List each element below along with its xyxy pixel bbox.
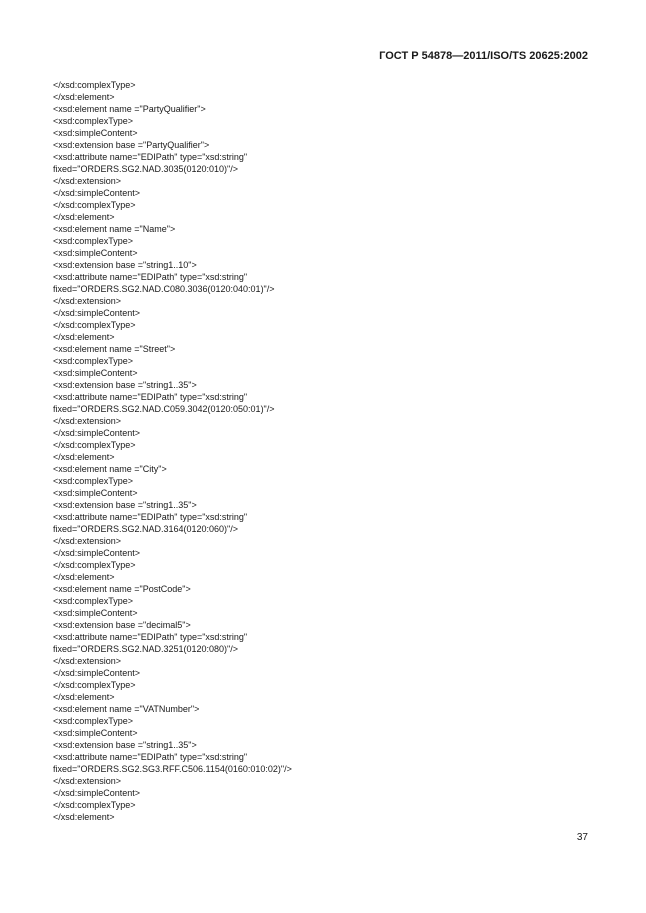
code-line: </xsd:element> bbox=[53, 332, 115, 342]
code-line: <xsd:simpleContent> bbox=[53, 128, 138, 138]
code-line: <xsd:complexType> bbox=[53, 596, 134, 606]
code-line: <xsd:attribute name="EDIPath" type="xsd:string" bbox=[53, 752, 248, 762]
code-line: <xsd:element name ="City"> bbox=[53, 464, 167, 474]
code-line: <xsd:attribute name="EDIPath" type="xsd:string" bbox=[53, 392, 248, 402]
code-line: <xsd:complexType> bbox=[53, 236, 134, 246]
code-line: </xsd:element> bbox=[53, 452, 115, 462]
code-line: <xsd:extension base ="string1..35"> bbox=[53, 500, 197, 510]
code-line: <xsd:complexType> bbox=[53, 476, 134, 486]
code-line: </xsd:simpleContent> bbox=[53, 548, 141, 558]
code-line: <xsd:complexType> bbox=[53, 716, 134, 726]
code-line: <xsd:complexType> bbox=[53, 356, 134, 366]
code-line: <xsd:attribute name="EDIPath" type="xsd:string" bbox=[53, 272, 248, 282]
code-line: </xsd:simpleContent> bbox=[53, 428, 141, 438]
code-line: </xsd:extension> bbox=[53, 176, 122, 186]
code-line: <xsd:simpleContent> bbox=[53, 488, 138, 498]
code-line: </xsd:extension> bbox=[53, 536, 122, 546]
code-line: <xsd:extension base ="PartyQualifier"> bbox=[53, 140, 210, 150]
code-line: <xsd:simpleContent> bbox=[53, 608, 138, 618]
code-line: </xsd:element> bbox=[53, 572, 115, 582]
code-line: fixed="ORDERS.SG2.NAD.3035(0120:010)"/> bbox=[53, 164, 238, 174]
code-line: </xsd:complexType> bbox=[53, 800, 136, 810]
code-line: fixed="ORDERS.SG2.NAD.C080.3036(0120:040:01)"/> bbox=[53, 284, 275, 294]
code-line: fixed="ORDERS.SG2.NAD.C059.3042(0120:050:01)"/> bbox=[53, 404, 275, 414]
code-line: </xsd:complexType> bbox=[53, 320, 136, 330]
code-line: <xsd:attribute name="EDIPath" type="xsd:string" bbox=[53, 512, 248, 522]
code-line: <xsd:element name ="Street"> bbox=[53, 344, 176, 354]
code-line: </xsd:extension> bbox=[53, 656, 122, 666]
code-line: <xsd:simpleContent> bbox=[53, 248, 138, 258]
document-header: ГОСТ Р 54878—2011/ISO/TS 20625:2002 bbox=[379, 50, 588, 62]
code-line: <xsd:simpleContent> bbox=[53, 368, 138, 378]
code-line: <xsd:element name ="VATNumber"> bbox=[53, 704, 200, 714]
code-line: <xsd:attribute name="EDIPath" type="xsd:string" bbox=[53, 632, 248, 642]
code-line: <xsd:element name ="Name"> bbox=[53, 224, 176, 234]
code-line: </xsd:extension> bbox=[53, 776, 122, 786]
code-line: </xsd:simpleContent> bbox=[53, 308, 141, 318]
code-line: </xsd:simpleContent> bbox=[53, 668, 141, 678]
code-line: </xsd:element> bbox=[53, 212, 115, 222]
page-number: 37 bbox=[576, 832, 588, 843]
code-line: fixed="ORDERS.SG2.NAD.3251(0120:080)"/> bbox=[53, 644, 238, 654]
code-line: </xsd:element> bbox=[53, 92, 115, 102]
code-line: <xsd:extension base ="string1..35"> bbox=[53, 740, 197, 750]
code-line: <xsd:element name ="PartyQualifier"> bbox=[53, 104, 206, 114]
code-line: </xsd:complexType> bbox=[53, 680, 136, 690]
code-line: </xsd:simpleContent> bbox=[53, 788, 141, 798]
code-line: fixed="ORDERS.SG2.SG3.RFF.C506.1154(0160:010:02)"/> bbox=[53, 764, 292, 774]
code-line: <xsd:extension base ="string1..10"> bbox=[53, 260, 197, 270]
code-line: </xsd:complexType> bbox=[53, 440, 136, 450]
code-line: </xsd:element> bbox=[53, 692, 115, 702]
code-line: fixed="ORDERS.SG2.NAD.3164(0120:060)"/> bbox=[53, 524, 238, 534]
code-line: <xsd:attribute name="EDIPath" type="xsd:string" bbox=[53, 152, 248, 162]
code-line: </xsd:complexType> bbox=[53, 200, 136, 210]
code-line: <xsd:extension base ="string1..35"> bbox=[53, 380, 197, 390]
code-line: </xsd:element> bbox=[53, 812, 115, 822]
code-line: <xsd:complexType> bbox=[53, 116, 134, 126]
code-line: </xsd:complexType> bbox=[53, 80, 136, 90]
code-line: <xsd:element name ="PostCode"> bbox=[53, 584, 191, 594]
xsd-code-listing bbox=[53, 79, 593, 823]
code-line: </xsd:complexType> bbox=[53, 560, 136, 570]
code-line: </xsd:extension> bbox=[53, 296, 122, 306]
code-line: </xsd:simpleContent> bbox=[53, 188, 141, 198]
code-line: <xsd:extension base ="decimal5"> bbox=[53, 620, 191, 630]
code-line: <xsd:simpleContent> bbox=[53, 728, 138, 738]
code-line: </xsd:extension> bbox=[53, 416, 122, 426]
